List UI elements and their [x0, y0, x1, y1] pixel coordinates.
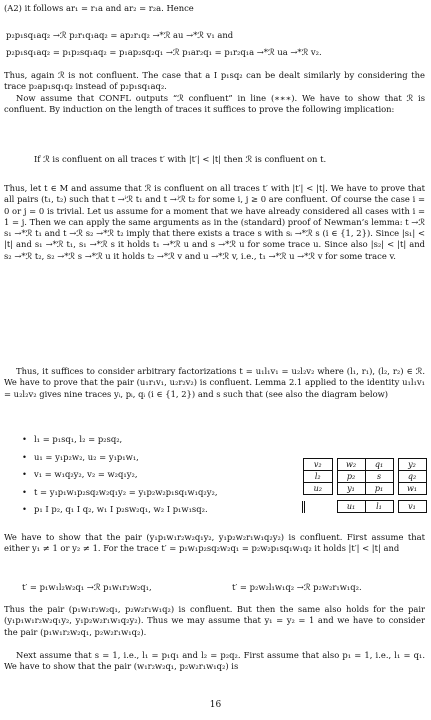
- diagram-cell: q₁: [365, 459, 393, 471]
- implication-statement: If ℛ is confluent on all traces t′ with |t′| < |t| then ℛ is confluent on t.: [34, 154, 327, 164]
- diagram-cell: w₂: [337, 459, 365, 471]
- diagram-cell: l₁: [365, 501, 393, 513]
- paragraph-pair-confluent: Thus the pair (p₁w₁r₂w₂q₁, p₂w₂r₁w₁q₂) is confluent. But then the same also holds for the pair (y₁p₁w₁r₂w₂q₁y₂, y₁p₂w₂r₁w₁q₂y₂). Thus we may assume that y₁ = y₂ = 1 and we have to consider the pair (p₁w₁r₂w₂q₁, p₂w₂r₁w₁q₂).: [4, 604, 425, 637]
- diagram-cell: v₁: [398, 501, 426, 513]
- diagram-cell: s: [365, 471, 393, 483]
- equation-right: t′ = p₂w₂l₁w₁q₂ →ℛ p₂w₂r₁w₁q₂.: [232, 582, 362, 592]
- page-number: 16: [209, 700, 222, 710]
- list-item: • u₁ = y₁p₂w₂, u₂ = y₁p₁w₁,: [22, 451, 292, 469]
- list-item: • p₁ I p₂, q₁ I q₂, w₁ I p₂sw₂q₁, w₂ I p₁w₁sq₂.: [22, 503, 292, 521]
- list-item: • v₁ = w₁q₂y₂, v₂ = w₂q₁y₂,: [22, 468, 292, 486]
- diagram-cell: q₂: [398, 471, 426, 483]
- list-item: • t = y₁p₁w₁p₂sq₂w₂q₁y₂ = y₁p₂w₂p₁sq₁w₁q₂y₂,: [22, 486, 292, 504]
- opening-line: (A2) it follows ar₁ = r₁a and ar₂ = r₂a. Hence: [4, 3, 194, 13]
- diagram-cell: l₂: [304, 471, 333, 483]
- equation-line-2: p₂p₁sq₁aq₂ = p₁p₂sq₁aq₂ = p₁ap₂sq₂q₁ →ℛ p₁ar₂q₁ = p₁r₂q₁a →*ℛ ua →*ℛ v₂.: [6, 47, 322, 57]
- trace-conditions-list: [22, 433, 292, 521]
- diagram-cell: u₁: [337, 501, 365, 513]
- diagram-cell: p₁: [365, 483, 393, 495]
- diagram-cell: w₁: [398, 483, 426, 495]
- diagram-cell: y₂: [398, 459, 426, 471]
- paragraph-induction-proof: Thus, let t ∈ M and assume that ℛ is confluent on all traces t′ with |t′| < |t|. We have to prove that all pairs (t₁, t₂) such that t →ⁱℛ t₁ and t →ʲℛ t₂ for some i, j ≥ 0 are confluent. Of course the case i = 0 or j = 0 is trivial. Let us assume for a moment that we have already considered all cases with i = 1 = j. Then we can apply the same arguments as in the (standard) proof of Newman’s lemma: t →ℛ s₁ →*ℛ t₁ and t →ℛ s₂ →*ℛ t₂ imply that there exists a trace s with sᵢ →*ℛ s (i ∈ {1, 2}). Since |s₁| < |t| and s₁ →*ℛ t₁, s₁ →*ℛ s it holds t₁ →*ℛ u and s →*ℛ u for some trace u. Since also |s₂| < |t| and s₂ →*ℛ t₂, s₂ →*ℛ s →*ℛ u it holds t₂ →*ℛ v and u →*ℛ v, i.e., t₁ →*ℛ u →*ℛ v for some trace v.: [4, 183, 425, 261]
- paragraph-next-case: Next assume that s = 1, i.e., l₁ = p₁q₁ and l₂ = p₂q₂. First assume that also p₁ = 1, i.e., l₁ = q₁. We have to show that the pair (w₁r₂w₂q₁, p₂w₂r₁w₁q₂) is: [4, 650, 425, 672]
- list-item: • l₁ = p₁sq₁, l₂ = p₂sq₂,: [22, 433, 292, 451]
- factorization-diagram: [302, 458, 427, 513]
- paragraph-not-confluent: Thus, again ℛ is not confluent. The case that a I p₁sq₂ can be dealt similarly by considering the trace p₂ap₁sq₁q₂ instead of p₂p₁sq₁aq₂.: [4, 70, 425, 92]
- diagram-cell: v₂: [304, 459, 333, 471]
- paragraph-assume-confl: Now assume that CONFL outputs “ℛ confluent” in line (∗∗∗). We have to show that ℛ is confluent. By induction on the length of traces it suffices to prove the following implication:: [4, 93, 425, 115]
- paragraph-show-pair: We have to show that the pair (y₁p₁w₁r₂w₂q₁y₂, y₁p₂w₂r₁w₁q₂y₂) is confluent. First assume that either y₁ ≠ 1 or y₂ ≠ 1. For the trace t′ = p₁w₁p₂sq₂w₂q₁ = p₂w₂p₁sq₁w₁q₂ it holds |t′| < |t| and: [4, 532, 425, 554]
- equation-line-1: p₂p₁sq₁aq₂ →ℛ p₂r₁q₁aq₂ = ap₂r₁q₂ →*ℛ au →*ℛ v₁ and: [6, 30, 234, 40]
- diagram-cell: p₂: [337, 471, 365, 483]
- diagram-cell: u₂: [304, 483, 333, 495]
- paragraph-factorizations: Thus, it suffices to consider arbitrary factorizations t = u₁l₁v₁ = u₂l₂v₂ where (l₁, r₁), (l₂, r₂) ∈ ℛ. We have to prove that the pair (u₁r₁v₁, u₂r₂v₂) is confluent. Lemma 2.1 applied to the identity u₁l₁v₁ = u₂l₂v₂ gives nine traces yᵢ, pᵢ, qᵢ (i ∈ {1, 2}) and s such that (see also the diagram below): [4, 366, 425, 399]
- equation-left: t′ = p₁w₁l₂w₂q₁ →ℛ p₁w₁r₂w₂q₁,: [22, 582, 152, 592]
- diagram-cell: y₁: [337, 483, 365, 495]
